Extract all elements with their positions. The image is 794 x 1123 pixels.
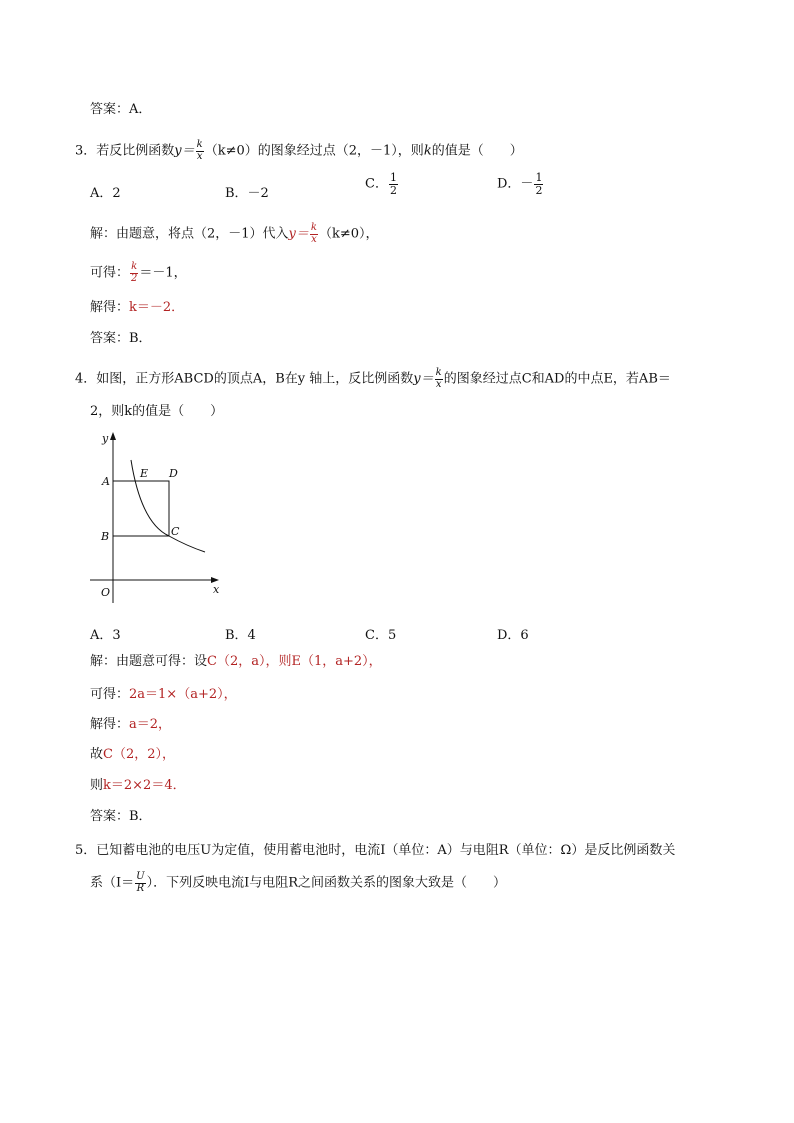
previous-answer: 答案：A． xyxy=(90,102,152,117)
label-d: D xyxy=(169,467,178,480)
label-x: x xyxy=(213,583,220,596)
answer-line: 答案：B． xyxy=(90,331,152,346)
y-axis-arrow xyxy=(110,432,116,440)
question-5-stem: 5．已知蓄电池的电压U为定值，使用蓄电池时，电流I（单位：A）与电阻R（单位：Ω）是反比例函数关 xyxy=(75,843,676,858)
label-o: O xyxy=(101,586,111,599)
option-c: C． $\frac{1}{2}$ xyxy=(365,171,397,197)
option-d: D．6 xyxy=(497,628,529,643)
solution-line: 可得：2a＝1×（a+2）， xyxy=(90,687,237,702)
question-number: 3． xyxy=(75,143,97,159)
solution-line: 则k＝2×2＝4． xyxy=(90,778,186,793)
question-4-stem-cont: 2，则k的值是（ ） xyxy=(90,404,224,419)
option-d: D．－ $\frac{1}{2}$ xyxy=(497,171,543,197)
option-b: B．4 xyxy=(225,628,256,643)
label-a: A xyxy=(102,475,110,488)
solution-line: 故C（2，2）， xyxy=(90,747,176,762)
label-e: E xyxy=(140,467,149,480)
label-y: y xyxy=(102,432,109,445)
solution-line: 解：由题意可得：设C（2，a），则E（1，a+2）， xyxy=(90,654,382,669)
solution-line: 解得：a＝2， xyxy=(90,717,172,732)
solution-line: 可得： $\frac{k}{2}$ ＝－1， xyxy=(90,261,187,284)
solution-line: 解得：k＝－2． xyxy=(90,300,185,315)
option-c: C．5 xyxy=(365,628,397,643)
option-a: A．3 xyxy=(90,628,121,643)
question-4-stem: 4．如图，正方形ABCD的顶点A，B在y 轴上，反比例函数y＝ $\frac{k}{x}$ 的图象经过点C和AD的中点E，若AB＝ xyxy=(75,367,671,390)
option-b: B．－2 xyxy=(225,186,269,201)
answer-line: 答案：B． xyxy=(90,809,152,824)
fraction-k-over-x: $\frac{k}{x}$ xyxy=(196,139,203,162)
question-5-stem-cont: 系（I＝ $\frac{U}{R}$ ）．下列反映电流I与电阻R之间函数关系的图象大致是（ ） xyxy=(90,871,507,894)
label-b: B xyxy=(101,530,110,543)
question-3-stem: 3．若反比例函数y＝ $\frac{k}{x}$ （k≠0）的图象经过点（2，－1），则k的值是（ ） xyxy=(75,139,523,162)
solution-line: 解：由题意，将点（2，－1）代入y＝ $\frac{k}{x}$ （k≠0）， xyxy=(90,222,379,245)
option-a: A．2 xyxy=(90,186,121,201)
square-hyperbola-figure xyxy=(85,428,225,608)
square-abcd xyxy=(113,481,169,536)
label-c: C xyxy=(171,525,180,538)
